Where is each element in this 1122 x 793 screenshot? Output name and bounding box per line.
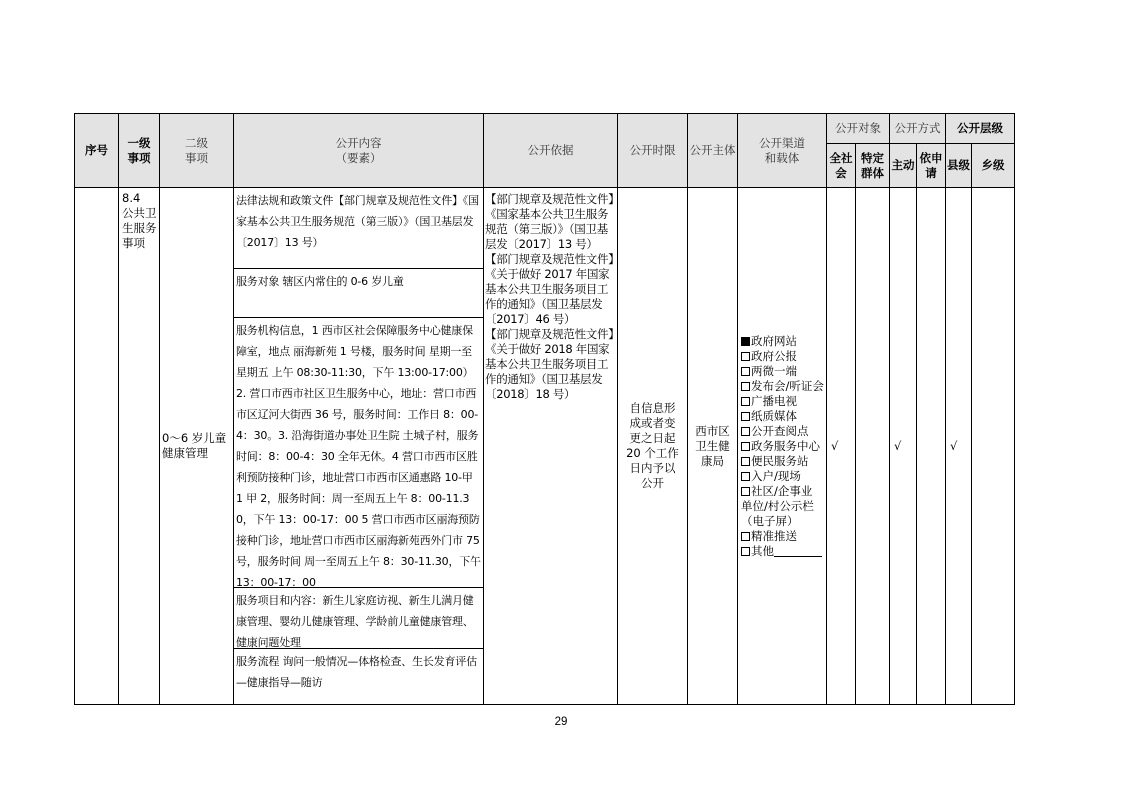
channel-option-label: 政府公报 xyxy=(751,348,797,363)
header-content: 公开内容 （要素） xyxy=(234,114,484,188)
header-seq: 序号 xyxy=(75,114,119,188)
channel-option-label: 公开查阅点 xyxy=(751,423,809,438)
fill-in-blank-line xyxy=(774,545,822,557)
channel-option xyxy=(741,469,823,484)
content-service-institutions: 服务机构信息，1 西市区社会保障服务中心健康保障室，地点 丽海新苑 1 号楼，服务时间 星期一至星期五 上午 08:30-11:30，下午 13:00-17:00）2. 营口市西市社区卫生服务中心，地址：营口市西市区辽河大街西 36 号，服务时间：工作日 8：00-4：30。3. 沿海街道办事处卫生院 土城子村，服务时间：8：00-4：30 全年无休。4 营口市西市区胜利预防接种门诊，地址营口市西市区通惠路 10-甲 1 甲 2，服务时间：周一至周五上午 8：00-11.30，下午 13：00-17：00 5 营口市西市区丽海预防接种门诊，地址营口市西市区丽海新苑西外门市 75 号，服务时间 周一至周五上午 8：30-11.30，下午 13：00-17：00 xyxy=(234,318,483,588)
channel-list xyxy=(741,334,823,559)
channel-option-label: 纸质媒体 xyxy=(751,408,797,423)
disclosure-table xyxy=(74,113,1015,705)
unchecked-box-icon xyxy=(741,442,750,451)
content-service-target: 服务对象 辖区内常住的 0-6 岁儿童 xyxy=(234,269,483,318)
cell-seq xyxy=(75,188,119,705)
header-target-group: 公开对象 xyxy=(827,114,890,144)
unchecked-box-icon xyxy=(741,547,750,556)
unchecked-box-icon xyxy=(741,532,750,541)
unchecked-box-icon xyxy=(741,397,750,406)
header-level2: 二级 事项 xyxy=(160,114,234,188)
header-target-all: 全社 会 xyxy=(827,144,856,188)
channel-option xyxy=(741,349,823,364)
mark-township xyxy=(972,188,1015,705)
header-method-request: 依申 请 xyxy=(917,144,946,188)
channel-option-label: 两微一端 xyxy=(751,363,797,378)
channel-option-label: 政府网站 xyxy=(751,333,797,348)
mark-all-society: √ xyxy=(827,188,856,705)
header-method-active: 主动 xyxy=(890,144,917,188)
cell-basis xyxy=(484,188,618,705)
channel-option-label: 入户/现场 xyxy=(751,468,801,483)
unchecked-box-icon xyxy=(741,382,750,391)
unchecked-box-icon xyxy=(741,367,750,376)
cell-level2-item: 0～6 岁儿童 健康管理 xyxy=(160,188,234,705)
header-target-specific: 特定 群体 xyxy=(856,144,890,188)
unchecked-box-icon xyxy=(741,427,750,436)
mark-county: √ xyxy=(946,188,972,705)
channel-option xyxy=(741,409,823,424)
header-basis: 公开依据 xyxy=(484,114,618,188)
channel-option xyxy=(741,394,823,409)
checked-box-icon xyxy=(741,337,750,346)
basis-2: 【部门规章及规范性文件】《关于做好 2017 年国家基本公共卫生服务项目工作的通知》（国卫基层发〔2017〕46 号） xyxy=(485,252,614,326)
page-number: 29 xyxy=(554,716,568,728)
header-level-group: 公开层级 xyxy=(946,114,1015,144)
cell-channels xyxy=(738,188,827,705)
unchecked-box-icon xyxy=(741,352,750,361)
basis-1: 【部门规章及规范性文件】《国家基本公共卫生服务规范（第三版）》（国卫基层发〔2017〕13 号） xyxy=(485,192,614,251)
channel-option xyxy=(741,529,823,544)
channel-option xyxy=(741,454,823,469)
cell-time-limit: 自信息形成或者变更之日起 20 个工作日内予以公开 xyxy=(618,188,688,705)
header-subject: 公开主体 xyxy=(688,114,738,188)
unchecked-box-icon xyxy=(741,412,750,421)
channel-option-label: 社区/企事业单位/村公示栏（电子屏） xyxy=(741,483,814,528)
channel-option xyxy=(741,544,823,559)
channel-option xyxy=(741,364,823,379)
channel-option xyxy=(741,334,823,349)
channel-option xyxy=(741,424,823,439)
content-service-process: 服务流程 询问一般情况—体格检查、生长发育评估—健康指导—随访 xyxy=(236,655,477,689)
mark-specific-group xyxy=(856,188,890,705)
unchecked-box-icon xyxy=(741,457,750,466)
mark-active: √ xyxy=(890,188,917,705)
header-level1: 一级 事项 xyxy=(119,114,160,188)
channel-option-label: 发布会/听证会 xyxy=(751,378,824,393)
header-level-township: 乡级 xyxy=(972,144,1015,188)
header-time-limit: 公开时限 xyxy=(618,114,688,188)
unchecked-box-icon xyxy=(741,472,750,481)
cell-level1-item: 8.4 公共卫 生服务 事项 xyxy=(119,188,160,705)
channel-option xyxy=(741,439,823,454)
channel-option-label: 精准推送 xyxy=(751,528,797,543)
unchecked-box-icon xyxy=(741,487,750,496)
mark-on-request xyxy=(917,188,946,705)
table-row xyxy=(75,188,1015,705)
header-channel: 公开渠道 和载体 xyxy=(738,114,827,188)
cell-content xyxy=(234,188,484,705)
channel-option-label: 其他 xyxy=(751,543,774,558)
basis-3: 【部门规章及规范性文件】《关于做好 2018 年国家基本公共卫生服务项目工作的通知》（国卫基层发〔2018〕18 号） xyxy=(485,327,614,401)
header-level-county: 县级 xyxy=(946,144,972,188)
header-row-1 xyxy=(75,114,1015,144)
content-policy: 法律法规和政策文件【部门规章及规范性文件】《国家基本公共卫生服务规范（第三版）》（国卫基层发〔2017〕13 号） xyxy=(234,188,483,269)
channel-option-label: 便民服务站 xyxy=(751,453,809,468)
cell-subject: 西市区卫生健康局 xyxy=(688,188,738,705)
channel-option-label: 政务服务中心 xyxy=(751,438,820,453)
channel-option-label: 广播电视 xyxy=(751,393,797,408)
channel-option xyxy=(741,379,823,394)
header-method-group: 公开方式 xyxy=(890,114,946,144)
content-service-items: 服务项目和内容：新生儿家庭访视、新生儿满月健康管理、婴幼儿健康管理、学龄前儿童健康管理、健康问题处理 xyxy=(234,588,483,649)
channel-option xyxy=(741,484,823,529)
